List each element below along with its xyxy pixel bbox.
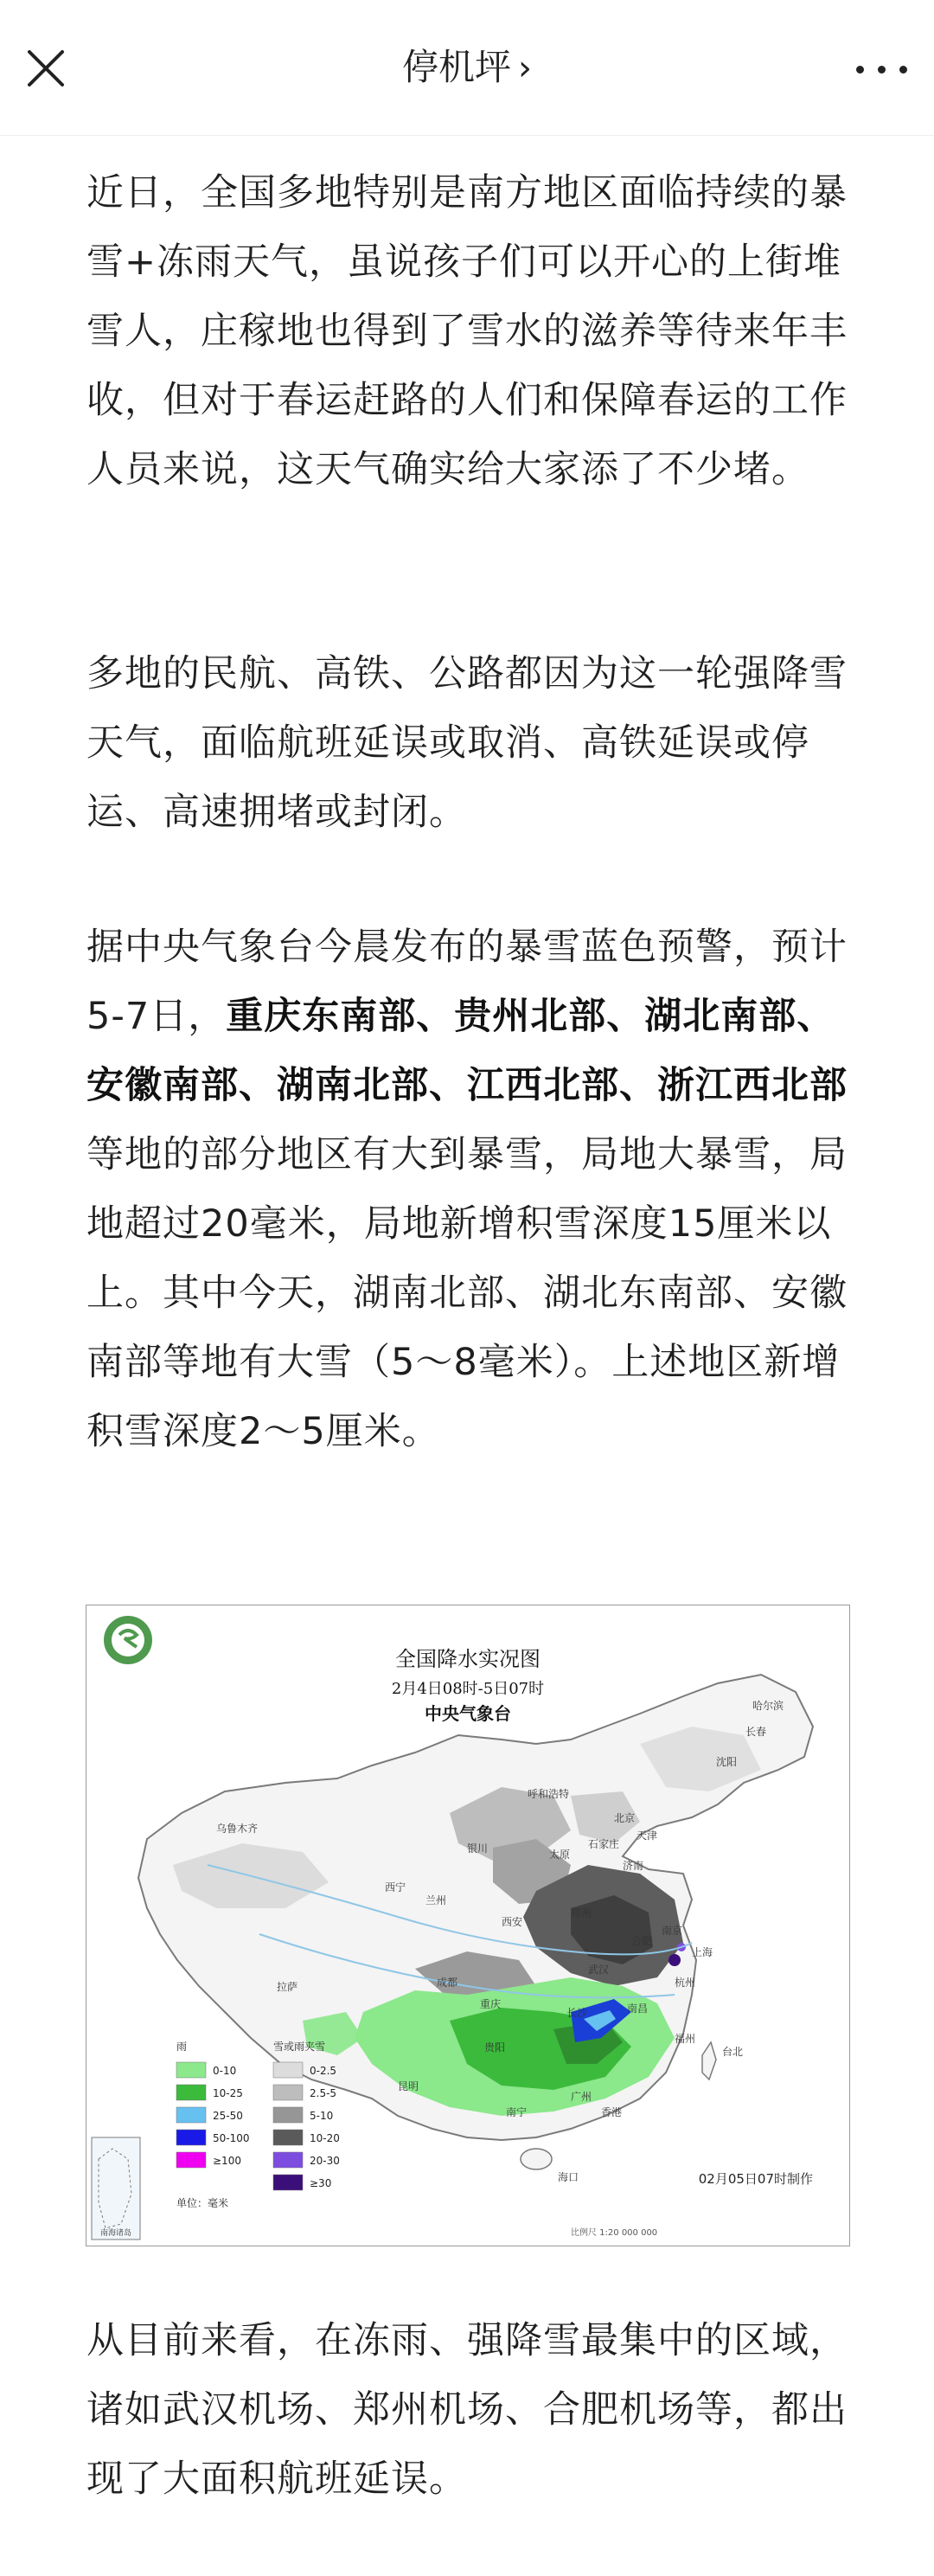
city-label: 济南 [623, 1860, 644, 1872]
city-label: 拉萨 [277, 1981, 298, 1993]
city-label: 北京 [614, 1812, 636, 1824]
city-label: 西宁 [385, 1881, 406, 1894]
legend-rain-title: 雨 [176, 2041, 188, 2053]
rain-legend-label: 25-50 [213, 2110, 243, 2122]
rain-legend-swatch [176, 2062, 206, 2078]
south-china-sea-inset [92, 2137, 140, 2240]
snow-legend-label: 10-20 [310, 2132, 340, 2144]
legend-unit: 单位：毫米 [176, 2197, 229, 2209]
paragraph-3-text-a: 据中央气象台今晨发布的暴雪蓝色预警，预计5-7日， [86, 926, 848, 1038]
rain-legend-label: ≥100 [213, 2155, 241, 2167]
precipitation-map [86, 1605, 849, 2246]
city-label: 长春 [745, 1726, 767, 1738]
city-label: 哈尔滨 [752, 1700, 784, 1712]
paragraph-3-bold-regions: 重庆东南部、贵州北部、湖北南部、安徽南部、湖南北部、江西北部、浙江西北部 [86, 995, 848, 1107]
city-label: 石家庄 [588, 1838, 620, 1850]
city-label: 天津 [637, 1829, 658, 1842]
rain-legend-label: 0-10 [213, 2065, 237, 2077]
city-label: 重庆 [480, 1998, 502, 2010]
city-label: 福州 [675, 2033, 696, 2045]
snow-legend-label: 2.5-5 [310, 2087, 337, 2099]
city-label: 西安 [502, 1916, 523, 1928]
paragraph-2: 多地的民航、高铁、公路都因为这一轮强降雪天气，面临航班延误或取消、高铁延误或停运、高速拥堵或封闭。 [86, 652, 848, 834]
snow-legend-label: ≥30 [310, 2177, 332, 2189]
city-label: 银川 [467, 1842, 489, 1855]
city-label: 海口 [558, 2171, 579, 2183]
rain-legend-swatch [176, 2107, 206, 2123]
rain-legend-label: 50-100 [213, 2132, 250, 2144]
map-scale: 比例尺 1:20 000 000 [571, 2228, 658, 2238]
map-source: 中央气象台 [425, 1703, 511, 1724]
city-label: 台北 [722, 2046, 744, 2058]
snow-legend-swatch [273, 2175, 303, 2190]
paragraph-1: 近日，全国多地特别是南方地区面临持续的暴雪+冻雨天气，虽说孩子们可以开心的上街堆雪人，庄稼地也得到了雪水的滋养等待来年丰收，但对于春运赶路的人们和保障春运的工作人员来说，这天气确实给大家添了不少堵。 [86, 171, 848, 491]
city-label: 南宁 [506, 2106, 528, 2118]
paragraph-3-text-b: 等地的部分地区有大到暴雪，局地大暴雪，局地超过20毫米，局地新增积雪深度15厘米以上。其中今天，湖南北部、湖北东南部、安徽南部等地有大雪（5～8毫米）。上述地区新增积雪深度2～5厘米。 [86, 1133, 848, 1453]
account-title-link[interactable] [0, 0, 934, 135]
rain-legend-label: 10-25 [213, 2087, 243, 2099]
account-name: 停机坪 [401, 46, 511, 88]
city-label: 昆明 [398, 2080, 419, 2092]
paragraph-4: 从目前来看，在冻雨、强降雪最集中的区域，诸如武汉机场、郑州机场、合肥机场等，都出现了大面积航班延误。 [86, 2319, 848, 2501]
snow-legend-swatch [273, 2130, 303, 2145]
snow-legend-swatch [273, 2085, 303, 2100]
snow-legend-swatch [273, 2107, 303, 2123]
city-label: 乌鲁木齐 [216, 1823, 259, 1835]
city-label: 上海 [692, 1946, 713, 1958]
inset-label: 南海诸岛 [99, 2229, 132, 2238]
city-label: 郑州 [571, 1907, 592, 1919]
city-label: 杭州 [675, 1977, 696, 1989]
city-label: 沈阳 [716, 1756, 738, 1768]
snow-legend-label: 5-10 [310, 2110, 334, 2122]
city-label: 香港 [601, 2106, 623, 2118]
city-label: 武汉 [588, 1964, 610, 1976]
precipitation-map-image[interactable] [86, 1605, 850, 2246]
rain-legend-swatch [176, 2085, 206, 2100]
chevron-right-icon: › [518, 48, 532, 88]
nav-header [0, 0, 934, 136]
rain-legend-swatch [176, 2152, 206, 2168]
city-label: 南京 [662, 1925, 683, 1937]
city-label: 兰州 [425, 1894, 447, 1906]
map-title: 全国降水实况图 [395, 1647, 541, 1671]
city-label: 合肥 [631, 1935, 653, 1947]
snow-legend-swatch [273, 2062, 303, 2078]
snow-legend-label: 0-2.5 [310, 2065, 337, 2077]
city-label: 成都 [437, 1977, 458, 1989]
rain-legend-swatch [176, 2130, 206, 2145]
city-label: 贵阳 [484, 2041, 506, 2054]
cma-logo-icon [104, 1616, 152, 1664]
more-icon[interactable] [856, 52, 908, 87]
legend-snow-title: 雪或雨夹雪 [273, 2041, 326, 2053]
city-label: 呼和浩特 [528, 1788, 570, 1800]
city-label: 南昌 [627, 2002, 649, 2015]
snow-legend-label: 20-30 [310, 2155, 340, 2167]
paragraph-3 [86, 913, 848, 1466]
snow-legend-swatch [273, 2152, 303, 2168]
city-label: 太原 [549, 1849, 571, 1861]
city-label: 长沙 [566, 2007, 588, 2019]
city-label: 广州 [571, 2091, 592, 2103]
made-time: 02月05日07时制作 [698, 2171, 813, 2187]
map-subtitle: 2月4日08时-5日07时 [391, 1680, 545, 1698]
